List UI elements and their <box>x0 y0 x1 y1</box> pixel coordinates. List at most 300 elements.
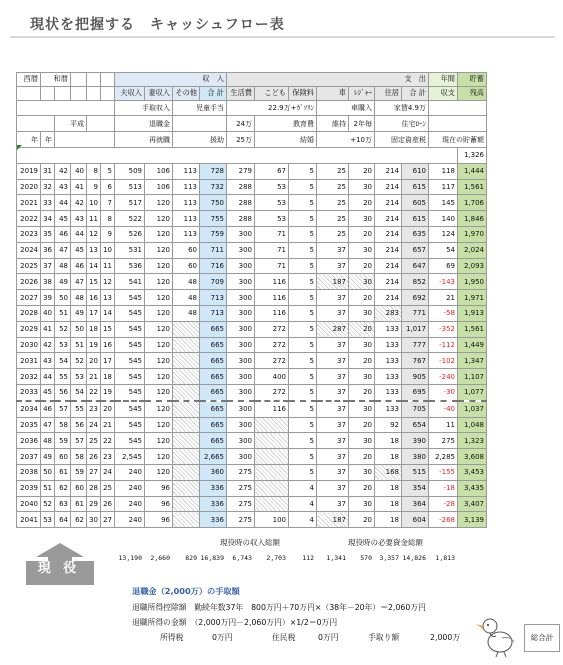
cell-et: 705 <box>402 401 429 417</box>
cell-e4: 25 <box>317 163 349 179</box>
cell-a: 49 <box>55 274 71 290</box>
cell-i2: 120 <box>145 195 173 211</box>
cell-sav: 3,139 <box>458 512 487 528</box>
cell-e3: 5 <box>289 305 317 321</box>
cell-i1: 531 <box>115 242 145 258</box>
cell-e1: 300 <box>227 449 255 465</box>
cell-d: 14 <box>101 305 115 321</box>
cell-sav: 2,024 <box>458 242 487 258</box>
cell-e3: 5 <box>289 433 317 449</box>
cell-d: 20 <box>101 401 115 417</box>
cell-e2: 53 <box>255 195 289 211</box>
cell-bal: 21 <box>429 290 458 306</box>
cell-it: 336 <box>200 480 227 496</box>
cell-c: 26 <box>87 449 101 465</box>
cell-i1: 541 <box>115 274 145 290</box>
cell-e6: 214 <box>375 258 402 274</box>
cell-it: 711 <box>200 242 227 258</box>
note-blank <box>17 147 458 163</box>
cell-sav: 1,913 <box>458 305 487 321</box>
cell-e5: 20 <box>349 512 375 528</box>
cell-sav: 1,323 <box>458 433 487 449</box>
cell-h: 40 <box>41 305 55 321</box>
cell-et: 615 <box>402 179 429 195</box>
cell-b: 47 <box>71 274 87 290</box>
cell-h: 32 <box>41 179 55 195</box>
cell-i3 <box>173 464 200 480</box>
cell-c: 8 <box>87 163 101 179</box>
cell-e2: 67 <box>255 163 289 179</box>
cell-h: 46 <box>41 401 55 417</box>
cell-e5: 30 <box>349 179 375 195</box>
cell-et: 1,017 <box>402 321 429 337</box>
cell-i3: 113 <box>173 226 200 242</box>
cell-sav: 1,107 <box>458 369 487 385</box>
cell-e1: 300 <box>227 417 255 433</box>
header-annual: 年間 <box>429 73 458 87</box>
cell-sav: 1,706 <box>458 195 487 211</box>
cell-c: 11 <box>87 211 101 227</box>
cell-y: 2031 <box>17 353 41 369</box>
cell-y: 2030 <box>17 337 41 353</box>
cell-y: 2039 <box>17 480 41 496</box>
cell-e4: 37 <box>317 337 349 353</box>
cell-d: 24 <box>101 464 115 480</box>
cell-e5: 30 <box>349 242 375 258</box>
cell-i3 <box>173 433 200 449</box>
notes-row-1 <box>17 100 487 116</box>
cell-h: 47 <box>41 417 55 433</box>
cell-c: 22 <box>87 384 101 400</box>
cell-i1: 240 <box>115 512 145 528</box>
total-value: 14,826 <box>402 554 426 562</box>
cell-bal: -268 <box>429 512 458 528</box>
cell-y: 2025 <box>17 258 41 274</box>
total-value: 829 <box>185 554 197 562</box>
cell-et: 777 <box>402 337 429 353</box>
table-row <box>17 512 487 528</box>
header-blank <box>87 73 101 87</box>
cell-i3 <box>173 449 200 465</box>
header-income-col: 妻収入 <box>145 86 173 100</box>
resident-tax-value: 0万円 <box>318 633 339 642</box>
cell-y: 2032 <box>17 369 41 385</box>
cell-it: 665 <box>200 384 227 400</box>
cell-i2: 120 <box>145 242 173 258</box>
note-education: 教育費 <box>255 116 317 132</box>
table-row <box>17 242 487 258</box>
cell-a: 45 <box>55 211 71 227</box>
cell-e5: 30 <box>349 337 375 353</box>
total-value: 1,813 <box>435 554 455 562</box>
table-row <box>17 496 487 512</box>
resident-tax-label: 住民税 <box>272 633 296 642</box>
cell-d: 21 <box>101 417 115 433</box>
cell-it: 709 <box>200 274 227 290</box>
note-era: 平成 <box>55 116 87 132</box>
header-blank <box>101 86 115 100</box>
cell-et: 767 <box>402 353 429 369</box>
cell-e4: 37 <box>317 242 349 258</box>
cashflow-table <box>16 72 487 528</box>
cell-a: 44 <box>55 195 71 211</box>
cell-e2 <box>255 480 289 496</box>
cell-i2: 120 <box>145 449 173 465</box>
cell-y: 2028 <box>17 305 41 321</box>
cell-e4: 37 <box>317 401 349 417</box>
cell-e2: 71 <box>255 242 289 258</box>
cell-a: 58 <box>55 417 71 433</box>
cell-b: 45 <box>71 242 87 258</box>
cell-e4: 37 <box>317 353 349 369</box>
cell-b: 49 <box>71 305 87 321</box>
cell-i2: 96 <box>145 496 173 512</box>
cell-e3: 5 <box>289 369 317 385</box>
cell-e3: 4 <box>289 512 317 528</box>
cell-e2: 400 <box>255 369 289 385</box>
cell-e1: 300 <box>227 226 255 242</box>
header-expense-col: 住居 <box>375 86 402 100</box>
cell-e6: 214 <box>375 163 402 179</box>
cell-a: 62 <box>55 480 71 496</box>
cell-e6: 18 <box>375 512 402 528</box>
cell-e2 <box>255 496 289 512</box>
cell-e1: 288 <box>227 195 255 211</box>
retirement-title: 退職金（2,000万）の手取額 <box>132 586 240 596</box>
cell-i2: 120 <box>145 305 173 321</box>
cell-it: 665 <box>200 353 227 369</box>
table-row <box>17 337 487 353</box>
cell-it: 360 <box>200 464 227 480</box>
table-row <box>17 321 487 337</box>
cell-bal: -102 <box>429 353 458 369</box>
cell-i3: 48 <box>173 274 200 290</box>
cell-e6: 214 <box>375 242 402 258</box>
cell-bal: -143 <box>429 274 458 290</box>
cell-it: 759 <box>200 226 227 242</box>
note-blank <box>429 100 487 116</box>
cell-h: 50 <box>41 464 55 480</box>
cell-d: 11 <box>101 258 115 274</box>
cell-e6: 214 <box>375 226 402 242</box>
cell-i2: 106 <box>145 163 173 179</box>
cell-b: 40 <box>71 163 87 179</box>
cell-i2: 96 <box>145 512 173 528</box>
table-row <box>17 290 487 306</box>
page-title: 現状を把握する キャッシュフロー表 <box>30 17 285 33</box>
cell-b: 43 <box>71 211 87 227</box>
header-expense-col: こども <box>255 86 289 100</box>
header-blank <box>55 86 71 100</box>
cell-e1: 300 <box>227 290 255 306</box>
cell-i1: 522 <box>115 211 145 227</box>
cell-e1: 300 <box>227 258 255 274</box>
cell-i1: 545 <box>115 353 145 369</box>
cell-i3: 113 <box>173 163 200 179</box>
cell-c: 14 <box>87 258 101 274</box>
header-blank <box>71 86 87 100</box>
cell-et: 654 <box>402 417 429 433</box>
cell-b: 61 <box>71 496 87 512</box>
header-blank <box>71 73 87 87</box>
cell-it: 755 <box>200 211 227 227</box>
cell-et: 635 <box>402 226 429 242</box>
cell-c: 13 <box>87 242 101 258</box>
cell-e6: 18 <box>375 433 402 449</box>
cell-e5: 20 <box>349 195 375 211</box>
cell-e6: 18 <box>375 449 402 465</box>
note-car-purchase: 車購入 <box>317 100 375 116</box>
cell-a: 63 <box>55 496 71 512</box>
cell-i1: 240 <box>115 496 145 512</box>
income-tax-label: 所得税 <box>160 633 184 642</box>
cell-sav: 3,453 <box>458 464 487 480</box>
cell-bal: -155 <box>429 464 458 480</box>
cell-y: 2033 <box>17 384 41 400</box>
cell-b: 44 <box>71 226 87 242</box>
cell-a: 42 <box>55 163 71 179</box>
cell-i3: 60 <box>173 242 200 258</box>
cell-et: 380 <box>402 449 429 465</box>
notes-row-2 <box>17 116 487 132</box>
cell-i2: 120 <box>145 353 173 369</box>
cell-it: 336 <box>200 512 227 528</box>
cell-i1: 545 <box>115 433 145 449</box>
cell-i1: 545 <box>115 337 145 353</box>
cell-h: 31 <box>41 163 55 179</box>
cell-bal: -240 <box>429 369 458 385</box>
cell-e4: 37 <box>317 496 349 512</box>
cell-i1: 545 <box>115 384 145 400</box>
cell-it: 336 <box>200 496 227 512</box>
cell-d: 5 <box>101 163 115 179</box>
table-row <box>17 179 487 195</box>
cell-e4: 37 <box>317 384 349 400</box>
header-savings-sub: 残高 <box>458 86 487 100</box>
cell-i3: 48 <box>173 305 200 321</box>
note-blank <box>429 116 487 132</box>
cell-y: 2029 <box>17 321 41 337</box>
note-reemployment: 再就職 <box>115 132 173 148</box>
note-nen: 年 <box>17 132 41 148</box>
cell-b: 62 <box>71 512 87 528</box>
take-home-label: 手取り額 <box>368 633 400 642</box>
header-seireki: 西暦 <box>17 73 41 87</box>
cell-a: 59 <box>55 433 71 449</box>
cell-et: 364 <box>402 496 429 512</box>
cell-e2: 53 <box>255 211 289 227</box>
cell-d: 18 <box>101 369 115 385</box>
cell-e5: 30 <box>349 496 375 512</box>
cell-a: 46 <box>55 226 71 242</box>
note-blank <box>17 116 55 132</box>
cell-i3 <box>173 496 200 512</box>
cell-e6: 92 <box>375 417 402 433</box>
cell-b: 55 <box>71 401 87 417</box>
cell-d: 19 <box>101 384 115 400</box>
cell-y: 2040 <box>17 496 41 512</box>
cell-e3: 4 <box>289 496 317 512</box>
cell-i2: 120 <box>145 384 173 400</box>
cell-e5: 20 <box>349 258 375 274</box>
cell-it: 665 <box>200 417 227 433</box>
cell-e2: 272 <box>255 321 289 337</box>
cell-h: 44 <box>41 369 55 385</box>
cell-y: 2036 <box>17 433 41 449</box>
note-blank <box>17 100 115 116</box>
cell-c: 19 <box>87 337 101 353</box>
cell-a: 43 <box>55 179 71 195</box>
cell-et: 692 <box>402 290 429 306</box>
cell-e6: 18 <box>375 496 402 512</box>
cell-e3: 5 <box>289 258 317 274</box>
cell-i3: 60 <box>173 258 200 274</box>
cell-bal: -30 <box>429 384 458 400</box>
cell-d: 12 <box>101 274 115 290</box>
cell-b: 48 <box>71 290 87 306</box>
table-row <box>17 258 487 274</box>
cell-e2: 71 <box>255 258 289 274</box>
cell-y: 2026 <box>17 274 41 290</box>
cell-h: 35 <box>41 226 55 242</box>
cell-c: 18 <box>87 321 101 337</box>
cell-e5: 30 <box>349 305 375 321</box>
cell-e5: 30 <box>349 464 375 480</box>
cell-e4: 187 <box>317 274 349 290</box>
total-value: 3,357 <box>379 554 399 562</box>
cell-i1: 240 <box>115 464 145 480</box>
cell-y: 2023 <box>17 226 41 242</box>
cell-e1: 275 <box>227 496 255 512</box>
cell-e5: 20 <box>349 384 375 400</box>
cell-e3: 5 <box>289 321 317 337</box>
cell-e1: 275 <box>227 464 255 480</box>
cell-c: 25 <box>87 433 101 449</box>
cell-e6: 214 <box>375 211 402 227</box>
cell-e1: 300 <box>227 433 255 449</box>
cell-et: 515 <box>402 464 429 480</box>
cell-i3: 48 <box>173 290 200 306</box>
table-row <box>17 274 487 290</box>
cell-i2: 120 <box>145 464 173 480</box>
table-row <box>17 211 487 227</box>
cell-sav: 1,950 <box>458 274 487 290</box>
cell-i1: 240 <box>115 480 145 496</box>
cell-e5: 20 <box>349 417 375 433</box>
header-expense-col: 車 <box>317 86 349 100</box>
cell-e3: 5 <box>289 195 317 211</box>
cell-d: 8 <box>101 211 115 227</box>
expense-total-label: 現役時の必要資金総額 <box>348 538 423 547</box>
cell-i1: 545 <box>115 369 145 385</box>
note-property-tax: 固定資産税 <box>375 132 429 148</box>
initial-savings-row <box>17 147 487 163</box>
cell-e6: 283 <box>375 305 402 321</box>
cell-a: 64 <box>55 512 71 528</box>
summary-button[interactable]: 総合計 <box>524 624 560 652</box>
cell-a: 61 <box>55 464 71 480</box>
cell-bal: -18 <box>429 480 458 496</box>
cell-a: 54 <box>55 353 71 369</box>
cell-e3: 5 <box>289 401 317 417</box>
cell-bal: -28 <box>429 496 458 512</box>
cell-sav: 2,093 <box>458 258 487 274</box>
cell-a: 51 <box>55 305 71 321</box>
cell-e1: 300 <box>227 384 255 400</box>
cell-a: 53 <box>55 337 71 353</box>
cell-d: 26 <box>101 496 115 512</box>
cell-bal: 145 <box>429 195 458 211</box>
cell-sav: 1,077 <box>458 384 487 400</box>
cell-i2: 106 <box>145 179 173 195</box>
cell-a: 50 <box>55 290 71 306</box>
table-row <box>17 417 487 433</box>
cell-e1: 300 <box>227 305 255 321</box>
cell-e1: 300 <box>227 369 255 385</box>
cell-d: 15 <box>101 321 115 337</box>
cell-a: 56 <box>55 384 71 400</box>
cell-et: 771 <box>402 305 429 321</box>
cell-e4: 37 <box>317 305 349 321</box>
cell-y: 2037 <box>17 449 41 465</box>
cell-c: 30 <box>87 512 101 528</box>
header-annual-sub: 収支 <box>429 86 458 100</box>
cell-e6: 133 <box>375 321 402 337</box>
table-row <box>17 480 487 496</box>
cell-bal: -40 <box>429 401 458 417</box>
cell-i1: 509 <box>115 163 145 179</box>
cell-it: 665 <box>200 337 227 353</box>
cell-b: 42 <box>71 195 87 211</box>
note-blank <box>55 132 115 148</box>
cell-sav: 3,608 <box>458 449 487 465</box>
header-savings: 貯蓄 <box>458 73 487 87</box>
cell-i1: 545 <box>115 321 145 337</box>
cell-c: 17 <box>87 305 101 321</box>
table-row <box>17 384 487 400</box>
table-row <box>17 433 487 449</box>
cell-et: 695 <box>402 384 429 400</box>
cell-a: 48 <box>55 258 71 274</box>
header-blank <box>101 73 115 87</box>
cell-it: 713 <box>200 290 227 306</box>
cell-i3: 113 <box>173 195 200 211</box>
note-child-allowance: 児童手当 <box>173 100 227 116</box>
cell-a: 60 <box>55 449 71 465</box>
cell-e5: 20 <box>349 321 375 337</box>
cell-y: 2020 <box>17 179 41 195</box>
cell-i2: 120 <box>145 258 173 274</box>
cell-c: 10 <box>87 195 101 211</box>
cell-et: 647 <box>402 258 429 274</box>
cell-e2: 116 <box>255 290 289 306</box>
title-bar <box>10 6 555 38</box>
cell-y: 2024 <box>17 242 41 258</box>
cell-sav: 1,444 <box>458 163 487 179</box>
cell-e6: 214 <box>375 274 402 290</box>
note-24man: 24万 <box>227 116 255 132</box>
cell-e6: 214 <box>375 195 402 211</box>
header-wareki: 和暦 <box>41 73 71 87</box>
note-blank <box>173 116 227 132</box>
cell-e1: 288 <box>227 211 255 227</box>
cell-y: 2027 <box>17 290 41 306</box>
cell-e2 <box>255 449 289 465</box>
cell-e5: 20 <box>349 480 375 496</box>
cell-bal: 11 <box>429 417 458 433</box>
cell-e5: 30 <box>349 274 375 290</box>
header-income-col: その他 <box>173 86 200 100</box>
